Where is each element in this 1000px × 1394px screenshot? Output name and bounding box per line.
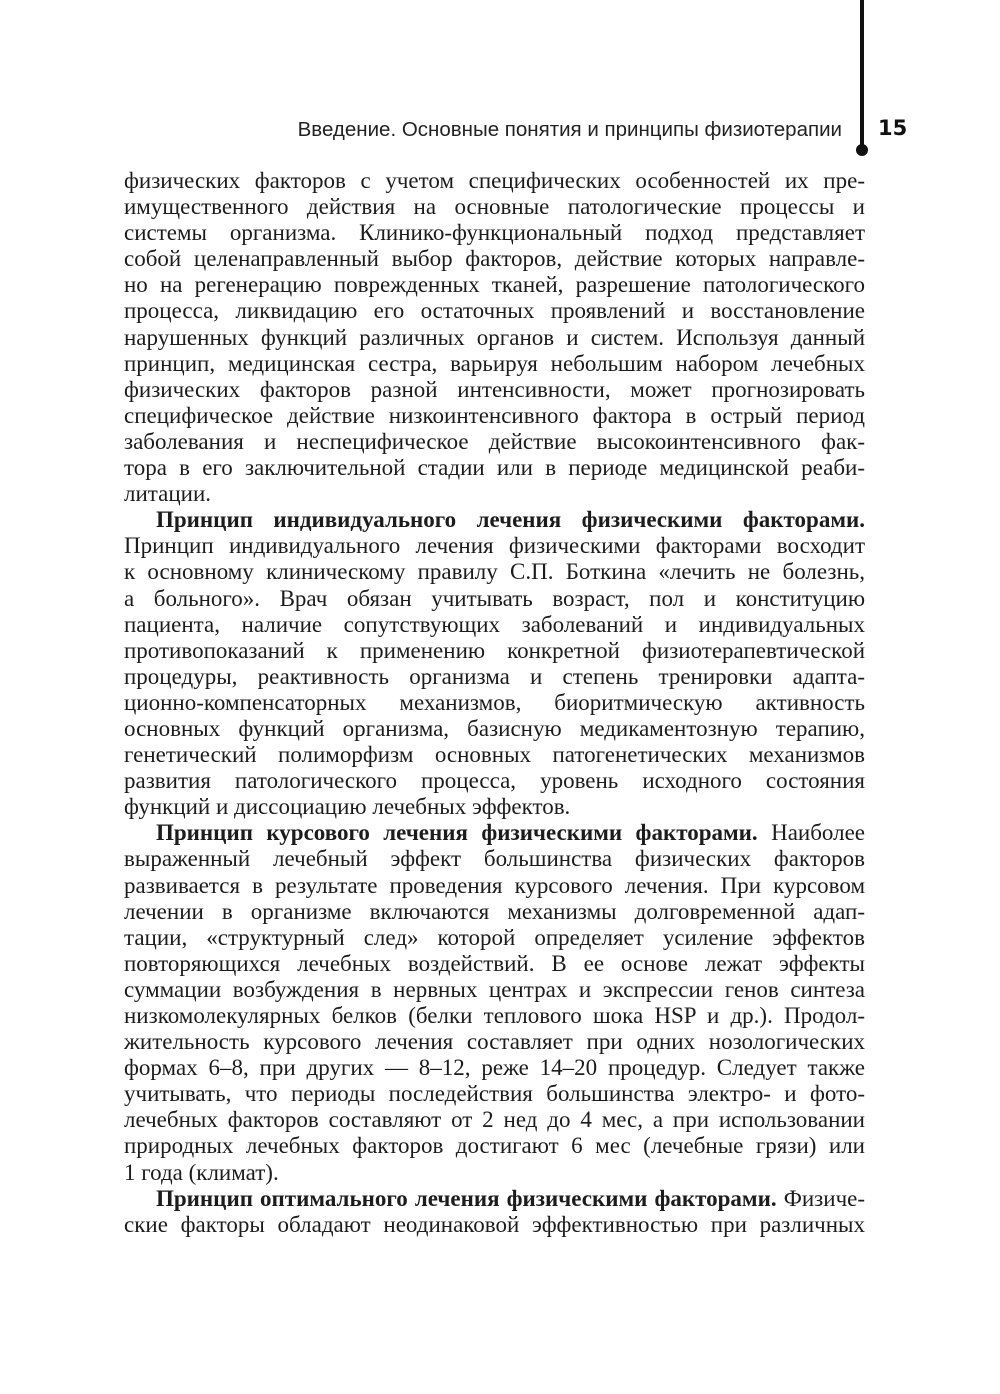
- text-line: имущественного действия на основные патологические процессы и: [124, 194, 865, 220]
- text-line: но на регенерацию поврежденных тканей, разрешение патологического: [124, 272, 865, 298]
- text-line: ционно-компенсаторных механизмов, биоритмическую активность: [124, 689, 865, 715]
- text-line: специфическое действие низкоинтенсивного фактора в острый период: [124, 402, 865, 428]
- text-line: заболевания и неспецифическое действие высокоинтенсивного фак-: [124, 428, 865, 454]
- text-line: пациента, наличие сопутствующих заболеваний и индивидуальных: [124, 611, 865, 637]
- text-line: жительность курсового лечения составляет при одних нозологических: [124, 1029, 865, 1055]
- header-rule-dot: [856, 144, 868, 156]
- heading-tail-text: Физиче-: [776, 1185, 866, 1211]
- text-line: суммации возбуждения в нервных центрах и экспрессии генов синтеза: [124, 976, 865, 1002]
- text-line: Принцип индивидуального лечения физическими факторами восходит: [124, 533, 865, 559]
- text-line: литации.: [124, 481, 212, 507]
- text-line: низкомолекулярных белков (белки теплового шока HSP и др.). Продол-: [124, 1003, 865, 1028]
- section-heading-optimal: Принцип оптимального лечения физическими факторами.: [156, 1185, 777, 1211]
- text-line: к основному клиническому правилу С.П. Боткина «лечить не болезнь,: [124, 559, 865, 585]
- text-line: принцип, медицинская сестра, варьируя небольшим набором лечебных: [124, 350, 865, 376]
- text-line: основных функций организма, базисную медикаментозную терапию,: [124, 715, 865, 741]
- text-line: лечении в организме включаются механизмы долговременной адап-: [124, 898, 865, 924]
- text-line: процесса, ликвидацию его остаточных проявлений и восстановление: [124, 298, 865, 324]
- text-line: учитывать, что периоды последействия большинства электро- и фото-: [124, 1081, 865, 1107]
- header-vertical-rule: [860, 0, 864, 148]
- paragraph-course-treatment: [124, 820, 865, 1185]
- text-line: тора в его заключительной стадии или в периоде медицинской реаби-: [124, 455, 865, 481]
- paragraph-clinical-functional: [124, 168, 865, 507]
- text-line: тации, «структурный след» которой определяет усиление эффектов: [124, 924, 865, 950]
- running-title: Введение. Основные понятия и принципы физиотерапии: [297, 118, 842, 141]
- text-line: формах 6–8, при других — 8–12, реже 14–20 процедур. Следует также: [124, 1055, 865, 1081]
- text-line: ские факторы обладают неодинаковой эффективностью при различных: [124, 1211, 865, 1237]
- text-line: выраженный лечебный эффект большинства физических факторов: [124, 846, 865, 872]
- text-line: генетический полиморфизм основных патогенетических механизмов: [124, 742, 865, 768]
- text-line: противопоказаний к применению конкретной физиотерапевтической: [124, 637, 865, 663]
- text-line: функций и диссоциацию лечебных эффектов.: [124, 794, 571, 820]
- page-body: [124, 168, 865, 1238]
- text-line: физических факторов с учетом специфических особенностей их пре-: [124, 168, 865, 193]
- text-line: 1 года (климат).: [124, 1159, 279, 1185]
- section-heading-line: [124, 1186, 865, 1212]
- text-line: физических факторов разной интенсивности, может прогнозировать: [124, 376, 865, 402]
- text-line: нарушенных функций различных органов и систем. Используя данный: [124, 324, 865, 350]
- text-line: природных лечебных факторов достигают 6 мес (лечебные грязи) или: [124, 1133, 865, 1159]
- text-line: собой целенаправленный выбор факторов, действие которых направле-: [124, 246, 865, 272]
- paragraph-individual-treatment: [124, 507, 865, 820]
- text-line: процедуры, реактивность организма и степень тренировки адапта-: [124, 663, 865, 689]
- text-line: системы организма. Клинико-функциональный подход представляет: [124, 220, 865, 246]
- text-line: а больного». Врач обязан учитывать возраст, пол и конституцию: [124, 585, 865, 611]
- page-number: 15: [878, 116, 908, 140]
- text-line: развивается в результате проведения курсового лечения. При курсовом: [124, 872, 865, 898]
- text-line: повторяющихся лечебных воздействий. В ее основе лежат эффекты: [124, 950, 865, 976]
- section-heading-line: [124, 507, 865, 533]
- heading-tail-text: Наиболее: [757, 820, 865, 846]
- section-heading-course: Принцип курсового лечения физическими факторами.: [156, 820, 758, 846]
- text-line: развития патологического процесса, уровень исходного состояния: [124, 768, 865, 794]
- section-heading-individual: Принцип индивидуального лечения физическими факторами.: [156, 507, 865, 533]
- paragraph-optimal-treatment: [124, 1186, 865, 1238]
- section-heading-line: [124, 820, 865, 846]
- text-line: лечебных факторов составляют от 2 нед до 4 мес, а при использовании: [124, 1107, 865, 1133]
